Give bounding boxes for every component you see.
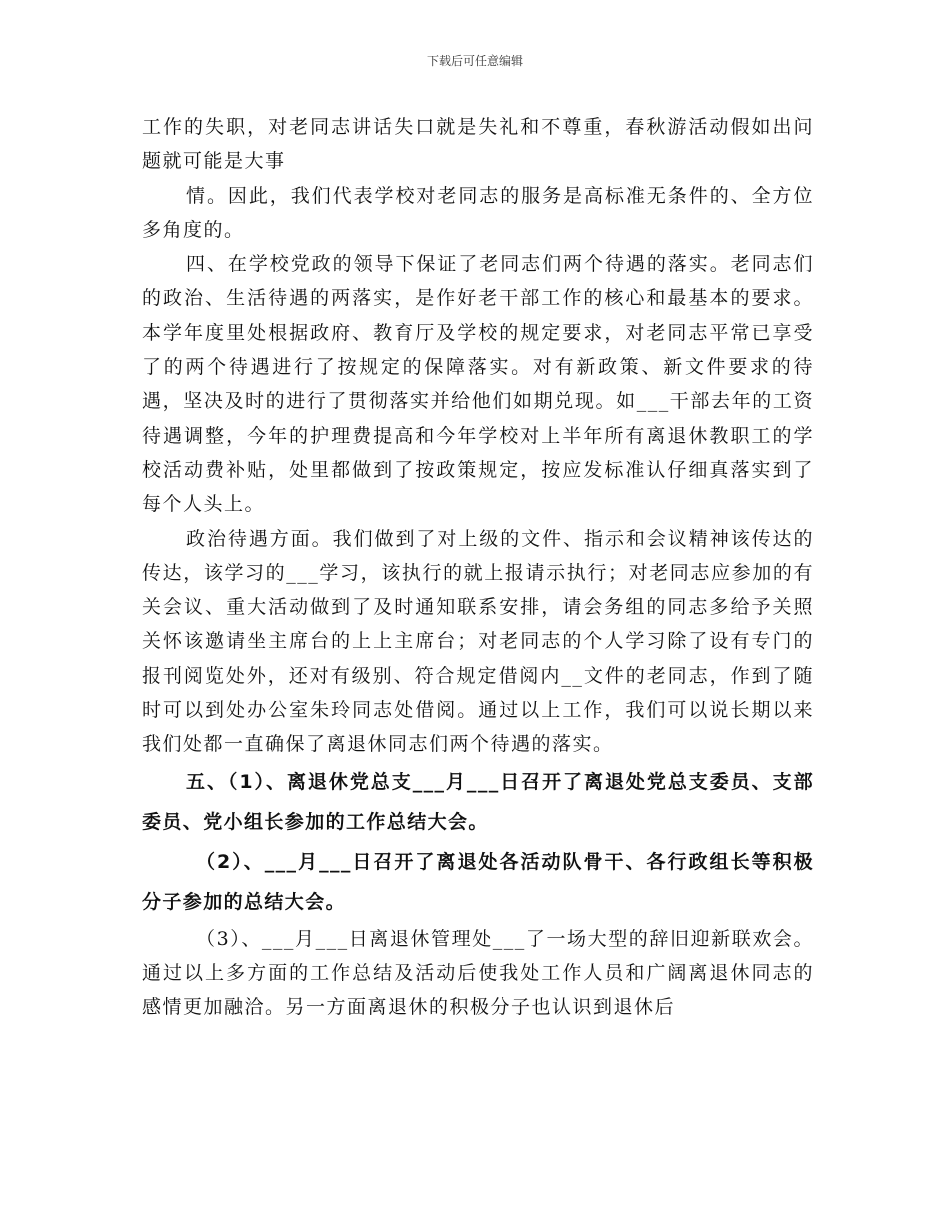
paragraph-political-treatment: 政治待遇方面。我们做到了对上级的文件、指示和会议精神该传达的传达，该学习的___学习，该执行的就上报请示执行；对老同志应参加的有关会议、重大活动做到了及时通知联系安排，请会务组的同志多给予关照关怀该邀请坐主席台的上上主席台；对老同志的个人学习除了设有专门的报刊阅览处外，还对有级别、符合规定借阅内__文件的老同志，作到了随时可以到处办公室朱玲同志处借阅。通过以上工作，我们可以说长期以来我们处都一直确保了离退休同志们两个待遇的落实。	[142, 527, 814, 756]
paragraph-1: 工作的失职，对老同志讲话失口就是失礼和不尊重，春秋游活动假如出问题就可能是大事	[142, 116, 814, 173]
paragraph-section-4: 四、在学校党政的领导下保证了老同志们两个待遇的落实。老同志们的政治、生活待遇的两落实，是作好老干部工作的核心和最基本的要求。本学年度里处根据政府、教育厅及学校的规定要求，对老同志平常已享受了的两个待遇进行了按规定的保障落实。对有新政策、新文件要求的待遇，坚决及时的进行了贯彻落实并给他们如期兑现。如___干部去年的工资待遇调整，今年的护理费提高和今年学校对上半年所有离退休教职工的学校活动费补贴，处里都做到了按政策规定，按应发标准认仔细真落实到了每个人头上。	[142, 253, 814, 516]
paragraph-2: 情。因此，我们代表学校对老同志的服务是高标准无条件的、全方位多角度的。	[142, 184, 814, 241]
document-body	[142, 110, 814, 1025]
paragraph-section-5-item-1: 五、（1）、离退休党总支___月___日召开了离退处党总支委员、支部委员、党小组长参加的工作总结大会。	[142, 770, 814, 833]
page-header: 下载后可任意编辑	[426, 54, 523, 68]
paragraph-section-5-item-3: （3）、___月___日离退休管理处___了一场大型的辞旧迎新联欢会。通过以上多方面的工作总结及活动后使我处工作人员和广阔离退休同志的感情更加融洽。另一方面离退休的积极分子也认识到退休后	[142, 927, 814, 1019]
paragraph-section-5-item-2: （2）、___月___日召开了离退处各活动队骨干、各行政组长等积极分子参加的总结大会。	[142, 850, 814, 913]
